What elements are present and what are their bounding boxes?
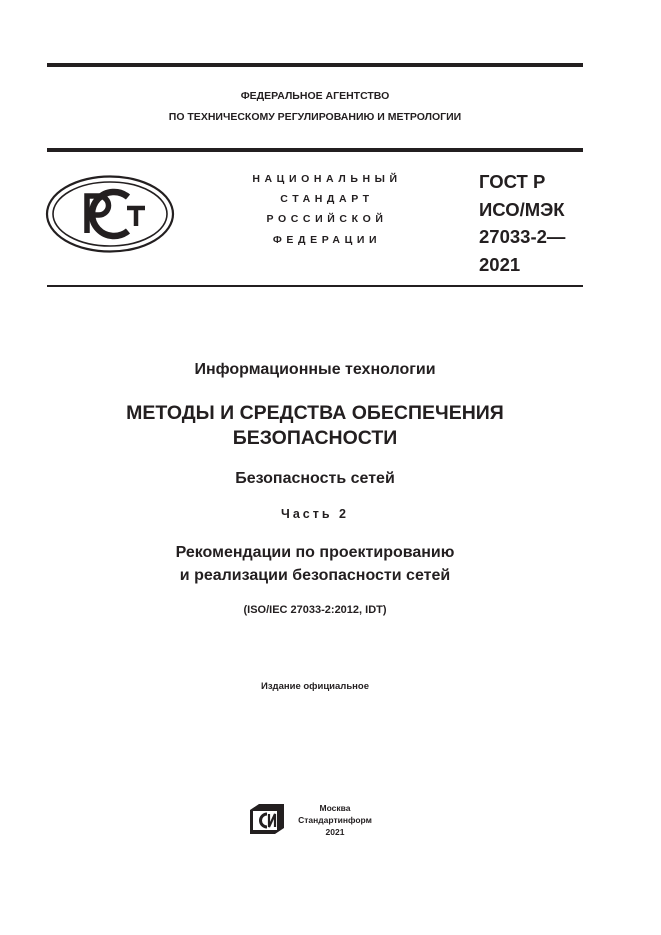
gost-r-logo-icon: [44, 174, 176, 254]
agency-name-line-1: ФЕДЕРАЛЬНОЕ АГЕНТСТВО: [240, 90, 390, 102]
subject-title: Безопасность сетей: [235, 470, 395, 487]
designation-line-1: ГОСТ Р: [479, 171, 546, 192]
main-title-line-1: МЕТОДЫ И СРЕДСТВА ОБЕСПЕЧЕНИЯ: [126, 402, 504, 424]
bottom-rule: [47, 285, 583, 287]
publisher-year: 2021: [325, 827, 345, 837]
middle-rule: [47, 148, 583, 152]
main-title-line-2: БЕЗОПАСНОСТИ: [232, 427, 398, 449]
designation-line-4: 2021: [479, 254, 521, 275]
national-standard-line-2: СТАНДАРТ: [280, 193, 374, 205]
part-title-line-1: Рекомендации по проектированию: [175, 544, 455, 561]
national-standard-line-3: РОССИЙСКОЙ: [266, 213, 388, 225]
edition-note: Издание официальное: [261, 681, 369, 692]
part-title-line-2: и реализации безопасности сетей: [179, 567, 451, 584]
agency-name-line-2: ПО ТЕХНИЧЕСКОМУ РЕГУЛИРОВАНИЮ И МЕТРОЛОГИИ: [168, 111, 462, 123]
national-standard-line-1: НАЦИОНАЛЬНЫЙ: [252, 173, 402, 185]
part-number: Часть 2: [281, 507, 349, 521]
top-rule: [47, 63, 583, 67]
iso-reference: (ISO/IEC 27033-2:2012, IDT): [243, 604, 387, 616]
standartinform-logo-icon: [246, 802, 286, 836]
general-title: Информационные технологии: [194, 361, 436, 378]
national-standard-line-4: ФЕДЕРАЦИИ: [272, 234, 382, 246]
designation-line-3: 27033-2—: [479, 226, 566, 247]
publisher-city: Москва: [319, 803, 351, 813]
designation-line-2: ИСО/МЭК: [479, 199, 565, 220]
publisher-name: Стандартинформ: [298, 815, 372, 825]
